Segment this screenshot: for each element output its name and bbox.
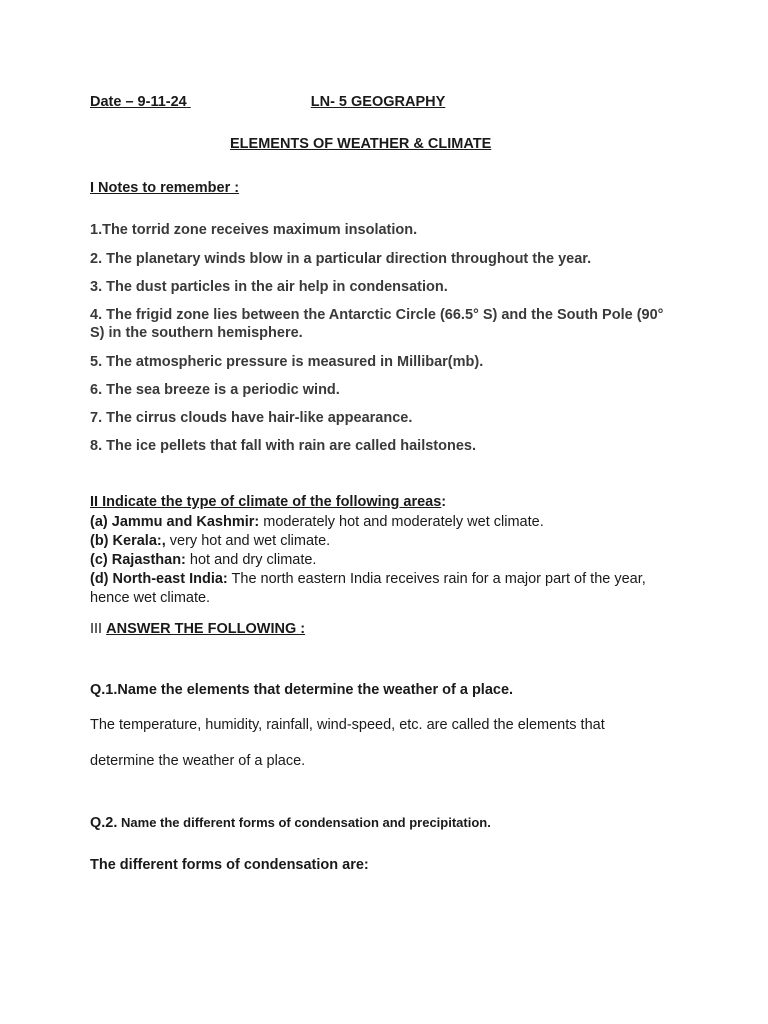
note-1-text: The torrid zone receives maximum insolation. bbox=[102, 222, 418, 238]
note-7-num: 7. bbox=[90, 410, 103, 426]
lesson-label: LN- 5 GEOGRAPHY bbox=[310, 94, 446, 110]
section2-heading: II Indicate the type of climate of the following areas bbox=[90, 494, 442, 510]
note-8-text: The ice pellets that fall with rain are called hailstones. bbox=[102, 438, 476, 454]
climate-item-b-text: very hot and wet climate. bbox=[165, 533, 331, 549]
header-spacer bbox=[187, 93, 311, 112]
climate-item-a-label: (a) Jammu and Kashmir: bbox=[90, 514, 260, 530]
date-label: Date – 9-11-24 bbox=[90, 94, 187, 110]
climate-item-c-text: hot and dry climate. bbox=[185, 552, 317, 568]
note-4 bbox=[90, 306, 680, 342]
answer-1-line-1: The temperature, humidity, rainfall, wind-speed, etc. are called the elements that bbox=[90, 717, 605, 733]
note-4-text: The frigid zone lies between the Antarctic Circle (66.5° S) and the South Pole (90° S) in the southern hemisphere. bbox=[90, 307, 664, 341]
note-5-text: The atmospheric pressure is measured in Millibar(mb). bbox=[102, 354, 484, 370]
note-3-num: 3. bbox=[90, 279, 103, 295]
climate-item-c-label: (c) Rajasthan: bbox=[90, 552, 186, 568]
answer-2-heading: The different forms of condensation are: bbox=[90, 857, 369, 873]
note-6-text: The sea breeze is a periodic wind. bbox=[102, 382, 340, 398]
header-line bbox=[90, 93, 445, 112]
note-1 bbox=[90, 221, 417, 240]
section1-heading: I Notes to remember : bbox=[90, 180, 240, 196]
climate-item-a-text: moderately hot and moderately wet climate. bbox=[259, 514, 544, 530]
note-5 bbox=[90, 353, 483, 372]
section3-heading: ANSWER THE FOLLOWING : bbox=[106, 621, 306, 637]
question-2-label: Q.2. bbox=[90, 815, 118, 831]
climate-item-d-text: The north eastern India receives rain for a major part of the year, hence wet climate. bbox=[90, 571, 646, 606]
climate-item-a bbox=[90, 513, 544, 532]
note-7-text: The cirrus clouds have hair-like appearance. bbox=[102, 410, 413, 426]
climate-item-d-label: (d) North-east India: bbox=[90, 571, 228, 587]
note-8-num: 8. bbox=[90, 438, 103, 454]
note-3-text: The dust particles in the air help in condensation. bbox=[102, 279, 448, 295]
note-2-num: 2. bbox=[90, 251, 103, 267]
note-1-num: 1. bbox=[90, 222, 103, 238]
climate-item-c bbox=[90, 551, 316, 570]
note-4-num: 4. bbox=[90, 307, 103, 323]
answer-1-line-2: determine the weather of a place. bbox=[90, 753, 306, 769]
section3-heading-line bbox=[90, 620, 305, 639]
note-6 bbox=[90, 381, 340, 400]
note-7 bbox=[90, 409, 412, 428]
question-1: Q.1.Name the elements that determine the weather of a place. bbox=[90, 682, 514, 698]
note-5-num: 5. bbox=[90, 354, 103, 370]
climate-item-d bbox=[90, 570, 680, 608]
question-2 bbox=[90, 813, 491, 833]
note-2-text: The planetary winds blow in a particular direction throughout the year. bbox=[102, 251, 592, 267]
section3-prefix: III bbox=[90, 621, 107, 637]
climate-item-b-label: (b) Kerala:, bbox=[90, 533, 166, 549]
note-3 bbox=[90, 278, 448, 297]
section2-heading-line bbox=[90, 493, 446, 512]
question-2-text: Name the different forms of condensation and precipitation. bbox=[117, 815, 491, 830]
note-2 bbox=[90, 250, 591, 269]
note-6-num: 6. bbox=[90, 382, 103, 398]
section2-colon: : bbox=[441, 494, 447, 510]
climate-item-b bbox=[90, 532, 330, 551]
page-title: ELEMENTS OF WEATHER & CLIMATE bbox=[230, 136, 492, 152]
note-8 bbox=[90, 437, 476, 456]
